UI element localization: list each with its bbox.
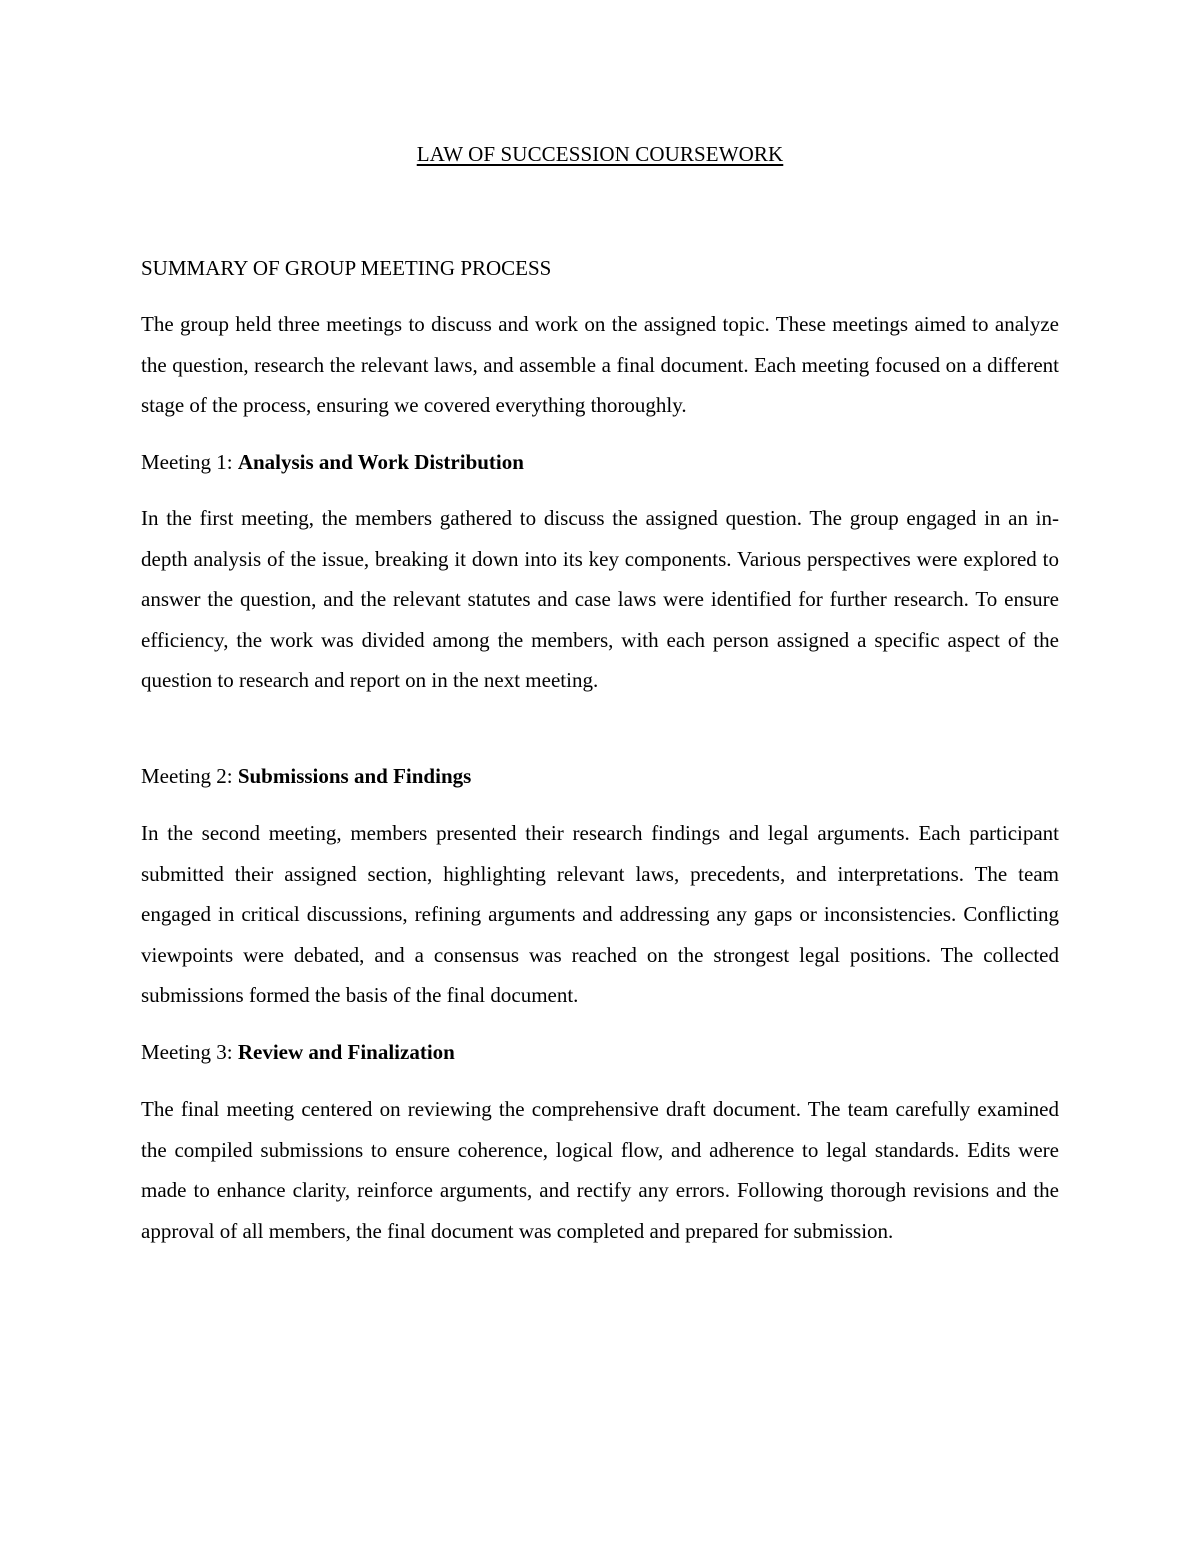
meeting-3-title: Review and Finalization — [237, 1040, 455, 1064]
meeting-2-body: In the second meeting, members presented their research findings and legal arguments. Each participant submitted their assigned section, highlighting relevant laws, precedents, and interpretations. The team engaged in critical discussions, refining arguments and addressing any gaps or inconsistencies. Conflicting viewpoints were debated, and a consensus was reached on the strongest legal positions. The collected submissions formed the basis of the final document. — [141, 821, 1059, 1007]
intro-paragraph: The group held three meetings to discuss and work on the assigned topic. These meetings aimed to analyze the question, research the relevant laws, and assemble a final document. Each meeting focused on a different stage of the process, ensuring we covered everything thoroughly. — [141, 312, 1059, 417]
meeting-1-prefix: Meeting 1: — [141, 450, 238, 474]
section-heading: SUMMARY OF GROUP MEETING PROCESS — [141, 256, 552, 280]
meeting-3-prefix: Meeting 3: — [141, 1040, 238, 1064]
document-title: LAW OF SUCCESSION COURSEWORK — [416, 142, 784, 166]
meeting-2-title: Submissions and Findings — [237, 764, 472, 788]
meeting-1-title: Analysis and Work Distribution — [237, 450, 524, 474]
meeting-2-prefix: Meeting 2: — [141, 764, 238, 788]
meeting-3-body: The final meeting centered on reviewing the comprehensive draft document. The team carefully examined the compiled submissions to ensure coherence, logical flow, and adherence to legal standards. Edits were made to enhance clarity, reinforce arguments, and rectify any errors. Following thorough revisions and the approval of all members, the final document was completed and prepared for submission. — [141, 1097, 1059, 1243]
meeting-1-heading — [141, 450, 524, 475]
meeting-2-heading — [141, 764, 471, 789]
meeting-3-heading — [141, 1040, 455, 1065]
meeting-1-body: In the first meeting, the members gathered to discuss the assigned question. The group engaged in an in-depth analysis of the issue, breaking it down into its key components. Various perspectives were explored to answer the question, and the relevant statutes and case laws were identified for further research. To ensure efficiency, the work was divided among the members, with each person assigned a specific aspect of the question to research and report on in the next meeting. — [141, 506, 1059, 692]
